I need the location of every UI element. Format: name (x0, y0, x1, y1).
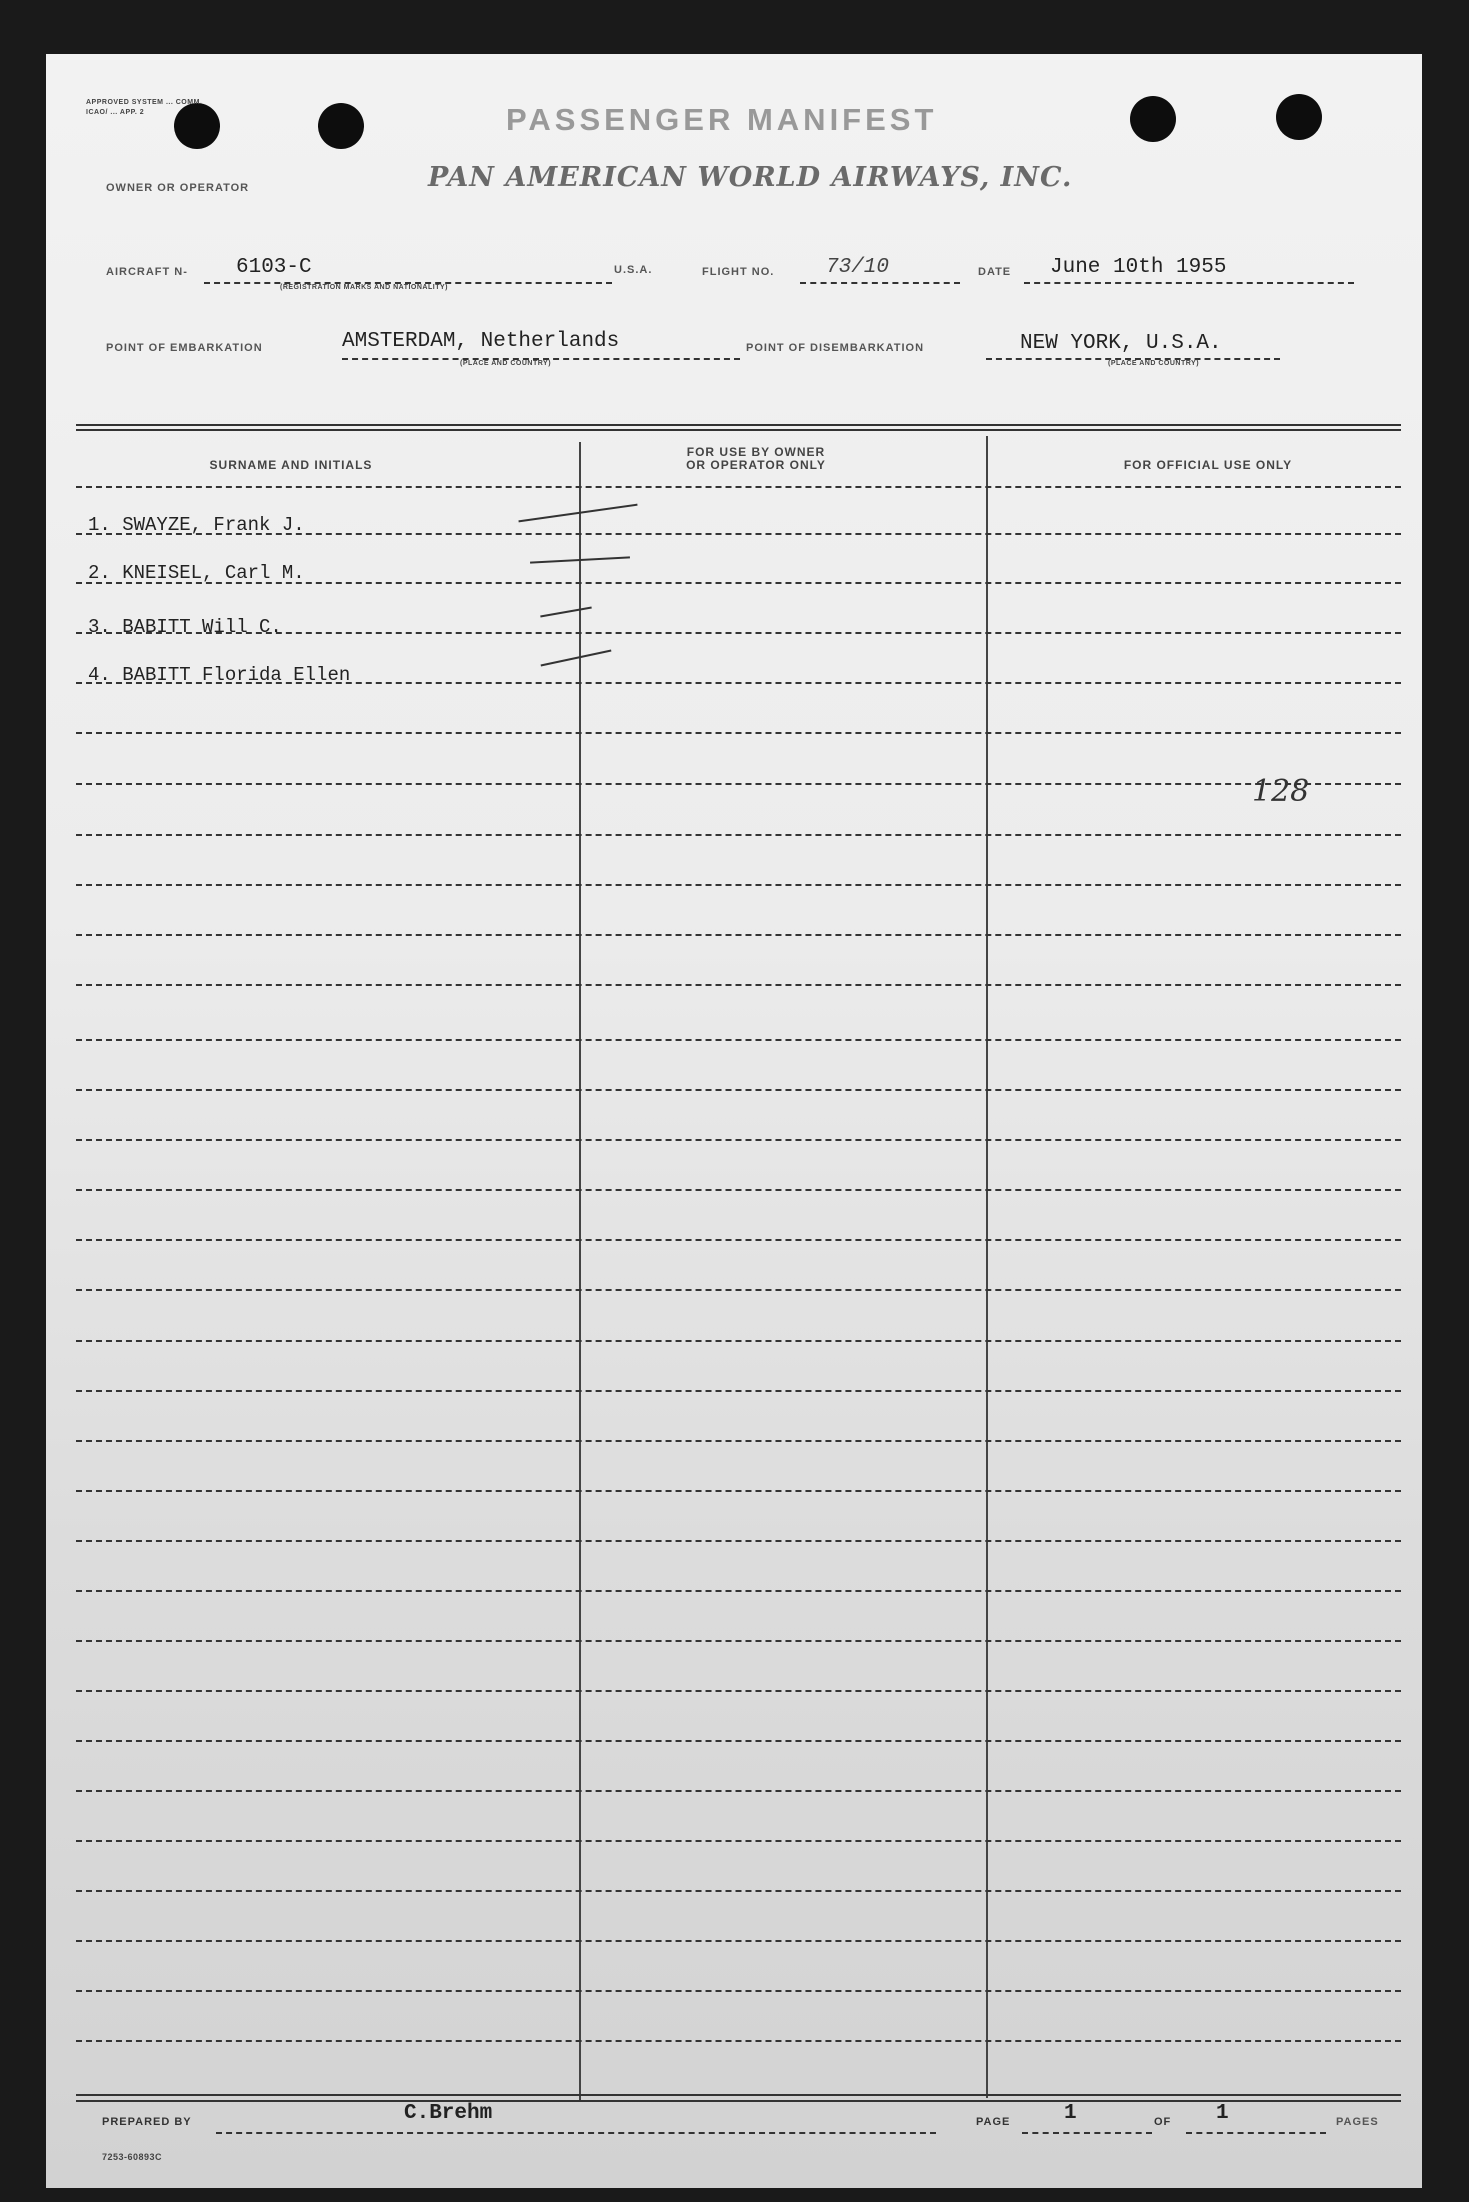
date-value: June 10th 1955 (1050, 256, 1227, 279)
row-rule (76, 783, 1401, 785)
row-rule (76, 1390, 1401, 1392)
page-label: PAGE (976, 2116, 1011, 2128)
of-line (1186, 2132, 1326, 2134)
table-bottom-rule (76, 2100, 1401, 2102)
punch-hole (318, 103, 364, 149)
owner-label: OWNER OR OPERATOR (106, 182, 250, 194)
form-number: 7253-60893C (102, 2152, 163, 2162)
check-mark (518, 504, 637, 523)
prepared-value: C.Brehm (404, 2102, 493, 2125)
column-header-owner-use: FOR USE BY OWNER OR OPERATOR ONLY (686, 445, 826, 472)
column-divider (579, 442, 581, 2100)
row-rule (76, 732, 1401, 734)
passenger-entry: 3. BABITT Will C. (88, 616, 282, 638)
row-rule (76, 934, 1401, 936)
row-rule (76, 1139, 1401, 1141)
embark-place-note: (PLACE AND COUNTRY) (460, 360, 552, 367)
row-rule (76, 1590, 1401, 1592)
disembark-place-note: (PLACE AND COUNTRY) (1108, 360, 1200, 367)
passenger-entry: 1. SWAYZE, Frank J. (88, 514, 305, 536)
approval-stamp: APPROVED SYSTEM ... COMM. ICAO/ ... APP. 2 (86, 99, 203, 116)
usa-label: U.S.A. (614, 264, 653, 276)
aircraft-label: AIRCRAFT N- (106, 266, 188, 278)
row-rule (76, 1289, 1401, 1291)
table-bottom-rule (76, 2094, 1401, 2096)
flight-line (800, 282, 960, 284)
disembark-value: NEW YORK, U.S.A. (1020, 332, 1222, 355)
prepared-line (216, 2132, 936, 2134)
row-rule (76, 1990, 1401, 1992)
page-value: 1 (1064, 2102, 1077, 2125)
column-header-official-use: FOR OFFICIAL USE ONLY (1123, 458, 1293, 472)
row-rule (76, 1039, 1401, 1041)
row-rule (76, 984, 1401, 986)
page-line (1022, 2132, 1152, 2134)
passenger-entry: 4. BABITT Florida Ellen (88, 664, 351, 686)
row-rule (76, 884, 1401, 886)
flight-label: FLIGHT NO. (702, 266, 775, 278)
table-top-rule (76, 424, 1401, 426)
row-rule (76, 1540, 1401, 1542)
date-line (1024, 282, 1354, 284)
passenger-entry: 2. KNEISEL, Carl M. (88, 562, 305, 584)
row-rule (76, 1239, 1401, 1241)
row-rule (76, 1640, 1401, 1642)
flight-value: 73/10 (826, 256, 890, 279)
embark-label: POINT OF EMBARKATION (106, 342, 263, 354)
check-mark (540, 607, 592, 618)
pages-label: PAGES (1336, 2116, 1379, 2128)
of-value: 1 (1216, 2102, 1229, 2125)
row-rule (76, 1440, 1401, 1442)
prepared-label: PREPARED BY (102, 2116, 192, 2128)
of-label: OF (1154, 2116, 1172, 2128)
row-rule (76, 1340, 1401, 1342)
disembark-label: POINT OF DISEMBARKATION (746, 342, 925, 354)
row-rule (76, 1690, 1401, 1692)
row-rule (76, 1790, 1401, 1792)
row-rule (76, 1089, 1401, 1091)
row-rule (76, 1840, 1401, 1842)
row-rule (76, 486, 1401, 488)
row-rule (76, 1189, 1401, 1191)
row-rule (76, 834, 1401, 836)
check-mark (541, 650, 612, 667)
manifest-sheet (46, 54, 1422, 2188)
row-rule (76, 1490, 1401, 1492)
row-rule (76, 1890, 1401, 1892)
embark-value: AMSTERDAM, Netherlands (342, 330, 620, 353)
punch-hole (1276, 94, 1322, 140)
page-title: PASSENGER MANIFEST (506, 102, 938, 137)
operator-name: PAN AMERICAN WORLD AIRWAYS, INC. (428, 162, 1073, 193)
handwritten-note: 128 (1252, 774, 1310, 809)
table-top-rule (76, 429, 1401, 431)
registration-note: (REGISTRATION MARKS AND NATIONALITY) (280, 284, 448, 291)
row-rule (76, 1940, 1401, 1942)
aircraft-value: 6103-C (236, 256, 312, 279)
column-header-names: SURNAME AND INITIALS (209, 458, 373, 472)
row-rule (76, 2040, 1401, 2042)
row-rule (76, 1740, 1401, 1742)
punch-hole (1130, 96, 1176, 142)
date-label: DATE (978, 266, 1012, 278)
column-divider (986, 436, 988, 2098)
